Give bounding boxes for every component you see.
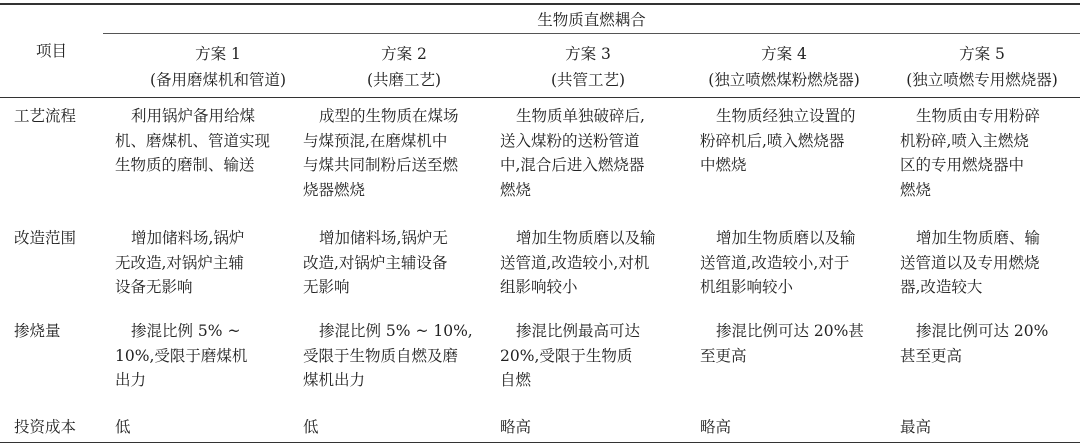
table-top-rule <box>0 3 1080 5</box>
column-subtitle: (备用磨煤机和管道) <box>149 71 287 89</box>
cell-line: 送管道,改造较小,对机 <box>500 253 650 272</box>
table-cell <box>900 104 1040 202</box>
table-cell <box>500 226 656 300</box>
cell-line: 煤机出力 <box>303 371 366 389</box>
group-header-rule <box>103 33 1080 34</box>
cell-line: 最高 <box>900 418 932 436</box>
cell-line: 区的专用燃烧器中 <box>900 156 1025 174</box>
cell-line: 生物质单独破碎后, <box>516 107 645 125</box>
table-cell <box>900 319 1048 368</box>
column-subtitle: (独立喷燃专用燃烧器) <box>906 71 1058 89</box>
corner-label: 项目 <box>35 42 67 60</box>
row-label: 投资成本 <box>14 418 77 436</box>
column-title: 方案 3 <box>565 45 611 63</box>
cell-line: 燃烧 <box>900 180 932 199</box>
cell-line: 送管道以及专用燃烧 <box>900 253 1040 272</box>
cell-line: 低 <box>303 418 319 436</box>
table-cell <box>303 415 319 440</box>
column-subtitle: (共磨工艺) <box>366 71 442 89</box>
column-title: 方案 2 <box>381 45 427 63</box>
table-cell <box>700 104 856 178</box>
cell-line: 自燃 <box>500 371 532 389</box>
table-cell <box>900 226 1040 300</box>
table-cell <box>303 319 473 393</box>
column-title: 方案 5 <box>959 45 1005 63</box>
cell-line: 生物质经独立设置的 <box>716 107 856 125</box>
cell-line: 中燃烧 <box>700 156 747 174</box>
column-header-4 <box>686 41 882 93</box>
cell-line: 成型的生物质在煤场 <box>319 107 459 125</box>
cell-line: 与煤共同制粉后送至燃 <box>303 156 459 174</box>
cell-line: 中,混合后进入燃烧器 <box>500 156 645 174</box>
column-header-2 <box>306 41 502 93</box>
table-cell <box>700 319 864 368</box>
cell-line: 20%,受限于生物质 <box>500 346 633 365</box>
cell-line: 燃烧 <box>500 180 532 199</box>
cell-line: 10%,受限于磨煤机 <box>115 346 248 365</box>
table-cell <box>303 104 459 202</box>
cell-line: 掺混比例可达 20%甚 <box>716 322 864 340</box>
cell-line: 增加生物质磨、输 <box>916 229 1041 247</box>
cell-line: 生物质由专用粉碎 <box>916 107 1041 125</box>
cell-line: 机组影响较小 <box>700 278 794 296</box>
table-cell <box>115 104 270 178</box>
cell-line: 无改造,对锅炉主辅 <box>115 253 244 272</box>
row-label: 掺烧量 <box>14 322 61 340</box>
cell-line: 增加生物质磨以及输 <box>716 229 856 247</box>
column-subtitle: (共管工艺) <box>550 71 626 89</box>
cell-line: 增加储料场,锅炉无 <box>319 229 448 247</box>
cell-line: 生物质的磨制、输送 <box>115 156 255 174</box>
row-label: 工艺流程 <box>14 107 77 125</box>
table-cell <box>500 415 531 440</box>
cell-line: 改造,对锅炉主辅设备 <box>303 253 448 272</box>
cell-line: 组影响较小 <box>500 278 578 296</box>
column-header-3 <box>490 41 686 93</box>
column-title: 方案 4 <box>761 45 807 63</box>
cell-line: 受限于生物质自燃及磨 <box>303 346 459 365</box>
cell-line: 至更高 <box>700 346 747 365</box>
header-rule <box>0 97 1080 98</box>
cell-line: 增加生物质磨以及输 <box>516 229 656 247</box>
cell-line: 掺混比例 5% ~ <box>131 322 241 340</box>
table-cell <box>115 415 131 440</box>
table-cell <box>500 319 640 393</box>
cell-line: 送管道,改造较小,对于 <box>700 253 850 272</box>
cell-line: 器,改造较大 <box>900 278 983 296</box>
column-header-1 <box>120 41 316 93</box>
column-subtitle: (独立喷燃煤粉燃烧器) <box>708 71 860 89</box>
cell-line: 甚至更高 <box>900 346 963 365</box>
column-title: 方案 1 <box>195 45 241 63</box>
cell-line: 与煤预混,在磨煤机中 <box>303 131 448 150</box>
table-cell <box>900 415 931 440</box>
cell-line: 低 <box>115 418 131 436</box>
table-cell <box>500 104 645 202</box>
cell-line: 粉碎机后,喷入燃烧器 <box>700 131 845 150</box>
cell-line: 烧器燃烧 <box>303 180 366 199</box>
cell-line: 掺混比例 5% ~ 10%, <box>319 322 473 340</box>
cell-line: 增加储料场,锅炉 <box>131 229 245 247</box>
cell-line: 机粉碎,喷入主燃烧 <box>900 131 1029 150</box>
table-cell <box>115 226 244 300</box>
cell-line: 掺混比例可达 20% <box>916 322 1049 340</box>
group-header: 生物质直燃耦合 <box>537 11 646 29</box>
table-cell <box>700 415 731 440</box>
table-cell <box>115 319 247 393</box>
table-cell <box>303 226 448 300</box>
cell-line: 机、磨煤机、管道实现 <box>115 131 271 150</box>
cell-line: 无影响 <box>303 278 350 296</box>
cell-line: 设备无影响 <box>115 278 193 296</box>
cell-line: 掺混比例最高可达 <box>516 322 641 340</box>
column-header-5 <box>884 41 1080 93</box>
cell-line: 略高 <box>700 418 732 436</box>
table-bottom-rule <box>0 442 1080 444</box>
cell-line: 利用锅炉备用给煤 <box>131 107 256 125</box>
cell-line: 略高 <box>500 418 532 436</box>
row-label: 改造范围 <box>14 229 77 247</box>
cell-line: 出力 <box>115 371 147 389</box>
table-cell <box>700 226 856 300</box>
cell-line: 送入煤粉的送粉管道 <box>500 131 640 150</box>
